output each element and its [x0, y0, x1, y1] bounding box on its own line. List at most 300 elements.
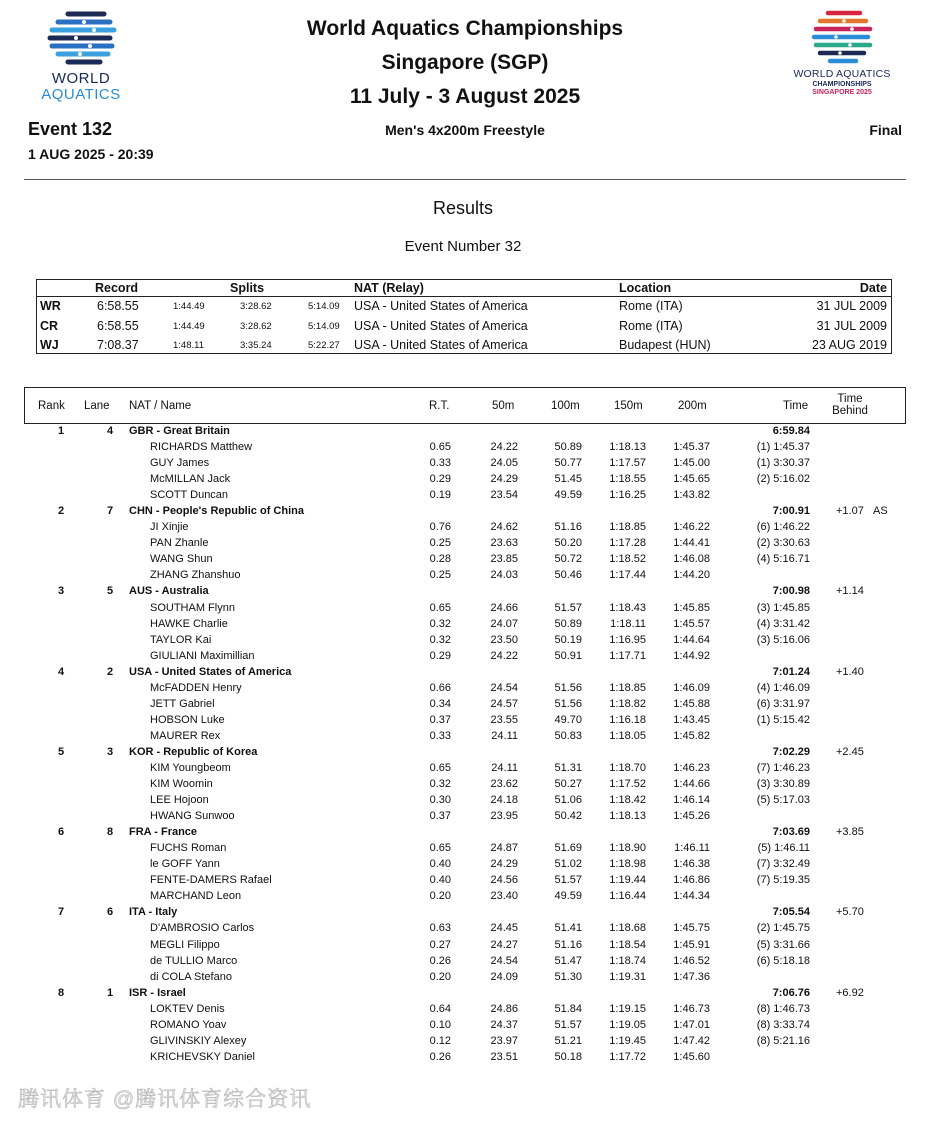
swimmer-150m: 1:17.52 [609, 778, 646, 791]
swimmer-cumulative: (8) 5:21.16 [756, 1034, 810, 1047]
team-note: AS [873, 505, 888, 518]
team-lane: 8 [107, 826, 114, 839]
col-rank: Rank [38, 400, 65, 412]
record-location: Rome (ITA) [619, 299, 683, 313]
team-lane: 3 [107, 745, 114, 758]
team-rank: 4 [58, 665, 65, 678]
swimmer-row [0, 1050, 926, 1066]
swimmer-150m: 1:18.43 [609, 601, 646, 614]
swimmer-150m: 1:17.44 [609, 569, 646, 582]
team-rank: 1 [58, 425, 65, 437]
event-number: Event Number 32 [404, 238, 522, 255]
event-datetime: 1 AUG 2025 - 20:39 [28, 146, 154, 162]
swimmer-row [0, 841, 926, 857]
swimmer-200m: 1:47.01 [673, 1018, 710, 1031]
swimmer-200m: 1:46.14 [673, 794, 710, 807]
team-time: 7:05.54 [772, 906, 810, 919]
swimmer-200m: 1:44.41 [673, 537, 710, 550]
swimmer-50m: 24.22 [490, 649, 518, 662]
team-behind: +3.85 [836, 826, 864, 839]
swimmer-name: MEGLI Filippo [150, 938, 220, 951]
swimmer-rt: 0.10 [429, 1018, 451, 1031]
swimmer-rt: 0.29 [429, 649, 451, 662]
title-line3: 11 July - 3 August 2025 [349, 85, 581, 108]
swimmer-50m: 24.45 [490, 922, 518, 935]
record-date: 31 JUL 2009 [816, 299, 887, 313]
swimmer-cumulative: (3) 3:30.89 [756, 778, 810, 791]
swimmer-150m: 1:18.82 [609, 697, 646, 710]
world-aquatics-logo [28, 8, 138, 104]
swimmer-100m: 51.57 [554, 1018, 582, 1031]
swimmer-200m: 1:43.45 [673, 713, 710, 726]
title-line2: Singapore (SGP) [381, 51, 549, 74]
swimmer-50m: 23.50 [490, 633, 518, 646]
swimmer-200m: 1:45.85 [673, 601, 710, 614]
swimmer-50m: 23.63 [490, 537, 518, 550]
swimmer-row [0, 681, 926, 697]
swimmer-row [0, 921, 926, 937]
swimmer-150m: 1:17.28 [609, 537, 646, 550]
swimmer-name: HWANG Sunwoo [150, 810, 235, 823]
records-header-date: Date [859, 281, 887, 295]
team-row [0, 745, 926, 761]
team-behind: +6.92 [836, 986, 864, 999]
swimmer-100m: 51.56 [554, 681, 582, 694]
swimmer-150m: 1:16.95 [609, 633, 646, 646]
swimmer-50m: 24.54 [490, 954, 518, 967]
swimmer-50m: 23.54 [490, 489, 518, 502]
swimmer-row [0, 536, 926, 552]
left-logo-line1: WORLD [51, 70, 111, 87]
swimmer-100m: 49.70 [554, 713, 582, 726]
team-rank: 3 [58, 585, 65, 598]
swimmer-150m: 1:19.45 [609, 1034, 646, 1047]
swimmer-rt: 0.66 [429, 681, 451, 694]
swimmer-rt: 0.65 [429, 761, 451, 774]
team-row [0, 424, 926, 440]
team-row [0, 905, 926, 921]
swimmer-100m: 51.69 [554, 842, 582, 855]
swimmer-150m: 1:18.11 [610, 617, 646, 630]
swimmer-200m: 1:45.82 [673, 729, 710, 742]
swimmer-100m: 51.31 [554, 761, 582, 774]
swimmer-200m: 1:43.82 [673, 489, 710, 502]
swimmer-100m: 51.21 [554, 1034, 582, 1047]
swimmer-row [0, 857, 926, 873]
swimmer-rt: 0.12 [429, 1034, 451, 1047]
swimmer-name: TAYLOR Kai [150, 633, 212, 646]
swimmer-50m: 23.85 [490, 553, 518, 566]
swimmer-100m: 49.59 [554, 489, 582, 502]
record-nat: USA - United States of America [354, 318, 528, 333]
swimmer-cumulative: (1) 1:45.37 [756, 441, 810, 454]
swimmer-50m: 24.87 [490, 842, 518, 855]
swimmer-100m: 50.77 [554, 457, 582, 470]
swimmer-50m: 23.51 [490, 1050, 518, 1063]
swimmer-200m: 1:45.57 [673, 617, 710, 630]
results-body [0, 424, 926, 1066]
col-lane: Lane [84, 400, 110, 412]
swimmer-name: di COLA Stefano [150, 970, 232, 983]
team-name: KOR - Republic of Korea [129, 745, 258, 758]
team-lane: 7 [107, 505, 114, 518]
swimmer-row [0, 761, 926, 777]
swimmer-row [0, 520, 926, 536]
swimmer-cumulative: (4) 5:16.71 [756, 553, 810, 566]
swimmer-row [0, 809, 926, 825]
team-time: 7:06.76 [772, 986, 810, 999]
swimmer-cumulative: (3) 1:45.85 [756, 601, 810, 614]
swimmer-100m: 50.89 [554, 617, 582, 630]
record-location: Budapest (HUN) [619, 338, 711, 352]
championship-title [250, 12, 680, 114]
swimmer-row [0, 472, 926, 488]
swimmer-row [0, 633, 926, 649]
team-rank: 7 [58, 906, 65, 919]
event-name: Men's 4x200m Freestyle [385, 122, 545, 138]
swimmer-rt: 0.76 [429, 521, 451, 534]
swimmer-rt: 0.26 [429, 954, 451, 967]
team-time: 7:01.24 [772, 665, 810, 678]
swimmer-row [0, 713, 926, 729]
swimmer-rt: 0.30 [429, 794, 451, 807]
team-rank: 6 [58, 826, 65, 839]
swimmer-50m: 24.09 [490, 970, 518, 983]
record-nat: USA - United States of America [354, 299, 528, 313]
swimmer-rt: 0.40 [429, 858, 451, 871]
swimmer-rt: 0.37 [429, 713, 451, 726]
swimmer-150m: 1:18.85 [609, 521, 646, 534]
swimmer-100m: 51.47 [554, 954, 582, 967]
right-logo-line3: SINGAPORE 2025 [812, 89, 872, 96]
record-code: CR [40, 318, 59, 333]
swimmer-cumulative: (8) 1:46.73 [756, 1002, 810, 1015]
swimmer-name: PAN Zhanle [150, 537, 209, 550]
swimmer-100m: 51.57 [554, 601, 582, 614]
swimmer-name: SOUTHAM Flynn [150, 601, 235, 614]
swimmer-150m: 1:17.72 [609, 1050, 646, 1063]
team-row [0, 584, 926, 600]
title-line1: World Aquatics Championships [306, 17, 624, 40]
swimmer-150m: 1:17.71 [609, 649, 646, 662]
record-date: 31 JUL 2009 [816, 318, 887, 333]
swimmer-cumulative: (6) 1:46.22 [756, 521, 810, 534]
swimmer-rt: 0.64 [429, 1002, 451, 1015]
records-header-record: Record [95, 281, 139, 295]
swimmer-50m: 23.97 [490, 1034, 518, 1047]
swimmer-rt: 0.40 [429, 874, 451, 887]
record-nat: USA - United States of America [354, 338, 528, 352]
swimmer-100m: 51.06 [554, 794, 582, 807]
header-divider [24, 179, 906, 180]
swimmer-50m: 24.11 [491, 729, 518, 742]
swimmer-100m: 51.30 [554, 970, 582, 983]
team-behind: +5.70 [836, 906, 864, 919]
team-rank: 2 [58, 505, 65, 518]
record-split-2: 3:35.24 [240, 340, 272, 351]
swimmer-rt: 0.25 [429, 537, 451, 550]
swimmer-name: FUCHS Roman [150, 842, 227, 855]
swimmer-100m: 50.46 [554, 569, 582, 582]
swimmer-row [0, 793, 926, 809]
team-name: FRA - France [129, 826, 198, 839]
swimmer-row [0, 873, 926, 889]
swimmer-rt: 0.33 [429, 729, 451, 742]
swimmer-150m: 1:18.13 [609, 810, 646, 823]
swimmer-name: KIM Youngbeom [150, 761, 231, 774]
swimmer-name: JETT Gabriel [150, 697, 215, 710]
record-time: 6:58.55 [97, 299, 139, 313]
swimmer-50m: 24.62 [490, 521, 518, 534]
swimmer-150m: 1:18.52 [609, 553, 646, 566]
team-name: GBR - Great Britain [129, 425, 230, 437]
team-behind: +1.40 [836, 665, 864, 678]
swimmer-name: LOKTEV Denis [150, 1002, 225, 1015]
swimmer-rt: 0.65 [429, 441, 451, 454]
swimmer-200m: 1:45.91 [673, 938, 710, 951]
record-split-2: 3:28.62 [240, 301, 272, 312]
swimmer-row [0, 617, 926, 633]
swimmer-150m: 1:18.98 [609, 858, 646, 871]
swimmer-100m: 51.16 [554, 938, 582, 951]
swimmer-name: GUY James [150, 457, 210, 470]
championships-logo [780, 8, 904, 104]
swimmer-rt: 0.32 [429, 617, 451, 630]
swimmer-row [0, 601, 926, 617]
team-behind: +2.45 [836, 745, 864, 758]
swimmer-cumulative: (7) 1:46.23 [756, 761, 810, 774]
swimmer-100m: 50.27 [554, 778, 582, 791]
swimmer-name: MAURER Rex [150, 729, 221, 742]
swimmer-200m: 1:46.73 [673, 1002, 710, 1015]
swimmer-row [0, 649, 926, 665]
swimmer-rt: 0.33 [429, 457, 451, 470]
swimmer-200m: 1:46.52 [673, 954, 710, 967]
swimmer-name: HOBSON Luke [150, 713, 225, 726]
swimmer-150m: 1:16.44 [609, 890, 646, 903]
records-header-splits: Splits [230, 281, 265, 295]
swimmer-50m: 24.11 [491, 761, 518, 774]
swimmer-name: WANG Shun [150, 553, 213, 566]
swimmer-row [0, 889, 926, 905]
swimmer-rt: 0.63 [429, 922, 451, 935]
col-time: Time [783, 400, 809, 412]
swimmer-100m: 50.89 [554, 441, 582, 454]
right-logo-line1: WORLD AQUATICS [793, 68, 891, 80]
swimmer-50m: 24.56 [490, 874, 518, 887]
swimmer-rt: 0.26 [429, 1050, 451, 1063]
swimmer-50m: 23.95 [490, 810, 518, 823]
col-name: NAT / Name [129, 400, 192, 412]
record-split-3: 5:14.09 [308, 301, 340, 312]
swimmer-50m: 24.27 [490, 938, 518, 951]
swimmer-cumulative: (2) 1:45.75 [756, 922, 810, 935]
record-code: WJ [40, 338, 59, 352]
swimmer-cumulative: (8) 3:33.74 [756, 1018, 810, 1031]
swimmer-200m: 1:45.88 [673, 697, 710, 710]
record-split-3: 5:22.27 [308, 340, 340, 351]
swimmer-name: SCOTT Duncan [150, 489, 229, 502]
swimmer-150m: 1:19.44 [609, 874, 646, 887]
swimmer-rt: 0.27 [429, 938, 451, 951]
swimmer-100m: 50.72 [554, 553, 582, 566]
world-aquatics-emblem-icon [28, 8, 138, 70]
swimmer-rt: 0.34 [429, 697, 451, 710]
swimmer-100m: 50.42 [554, 810, 582, 823]
swimmer-cumulative: (2) 3:30.63 [756, 537, 810, 550]
swimmer-rt: 0.37 [429, 810, 451, 823]
swimmer-cumulative: (7) 5:19.35 [756, 874, 810, 887]
swimmer-50m: 24.57 [490, 697, 518, 710]
team-time: 7:02.29 [772, 745, 810, 758]
team-lane: 6 [107, 906, 114, 919]
swimmer-row [0, 456, 926, 472]
swimmer-50m: 24.22 [490, 441, 518, 454]
swimmer-row [0, 488, 926, 504]
swimmer-50m: 24.86 [490, 1002, 518, 1015]
swimmer-50m: 24.66 [490, 601, 518, 614]
record-location: Rome (ITA) [619, 318, 683, 333]
team-lane: 1 [107, 986, 114, 999]
swimmer-100m: 51.41 [554, 922, 582, 935]
swimmer-rt: 0.29 [429, 473, 451, 486]
swimmer-200m: 1:46.11 [674, 842, 710, 855]
swimmer-50m: 24.05 [490, 457, 518, 470]
swimmer-rt: 0.20 [429, 970, 451, 983]
swimmer-row [0, 954, 926, 970]
swimmer-100m: 49.59 [554, 890, 582, 903]
swimmer-150m: 1:16.25 [609, 489, 646, 502]
swimmer-200m: 1:44.20 [673, 569, 710, 582]
col-rt: R.T. [429, 400, 450, 412]
right-logo-line2: CHAMPIONSHIPS [812, 81, 872, 88]
swimmer-100m: 50.19 [554, 633, 582, 646]
swimmer-row [0, 1018, 926, 1034]
swimmer-150m: 1:19.15 [609, 1002, 646, 1015]
swimmer-50m: 24.54 [490, 681, 518, 694]
swimmer-name: ZHANG Zhanshuo [150, 569, 241, 582]
swimmer-100m: 51.57 [554, 874, 582, 887]
swimmer-150m: 1:18.42 [609, 794, 646, 807]
record-split-3: 5:14.09 [308, 320, 340, 332]
swimmer-name: le GOFF Yann [150, 858, 220, 871]
swimmer-50m: 23.55 [490, 713, 518, 726]
swimmer-cumulative: (1) 5:15.42 [756, 713, 810, 726]
swimmer-name: FENTE-DAMERS Rafael [150, 874, 272, 887]
col-time-behind-line2: Behind [832, 405, 868, 417]
swimmer-200m: 1:45.65 [673, 473, 710, 486]
swimmer-name: JI Xinjie [150, 521, 189, 534]
team-lane: 4 [107, 425, 114, 437]
team-row [0, 825, 926, 841]
swimmer-row [0, 938, 926, 954]
team-time: 6:59.84 [772, 425, 810, 437]
swimmer-200m: 1:44.64 [673, 633, 710, 646]
col-time-behind [820, 393, 880, 417]
swimmer-100m: 51.84 [554, 1002, 582, 1015]
swimmer-200m: 1:44.34 [673, 890, 710, 903]
team-name: CHN - People's Republic of China [129, 505, 304, 518]
swimmer-rt: 0.28 [429, 553, 451, 566]
swimmer-rt: 0.65 [429, 842, 451, 855]
event-round: Final [869, 122, 902, 138]
swimmer-rt: 0.25 [429, 569, 451, 582]
swimmer-150m: 1:18.70 [609, 761, 646, 774]
swimmer-name: LEE Hojoon [150, 794, 209, 807]
swimmer-name: RICHARDS Matthew [150, 441, 253, 454]
record-split-1: 1:44.49 [173, 320, 205, 332]
records-header-location: Location [619, 281, 672, 295]
team-lane: 2 [107, 665, 114, 678]
results-title: Results [432, 198, 494, 218]
swimmer-100m: 50.18 [554, 1050, 582, 1063]
swimmer-cumulative: (2) 5:16.02 [756, 473, 810, 486]
col-150m: 150m [614, 400, 643, 412]
swimmer-150m: 1:18.55 [609, 473, 646, 486]
swimmer-200m: 1:46.23 [673, 761, 710, 774]
team-lane: 5 [107, 585, 114, 598]
swimmer-50m: 24.37 [490, 1018, 518, 1031]
swimmer-row [0, 552, 926, 568]
col-time-behind-line1: Time [837, 393, 863, 405]
team-name: ISR - Israel [129, 986, 186, 999]
col-200m: 200m [678, 400, 707, 412]
swimmer-100m: 51.02 [554, 858, 582, 871]
swimmer-cumulative: (6) 5:18.18 [756, 954, 810, 967]
swimmer-150m: 1:18.74 [609, 954, 646, 967]
swimmer-200m: 1:47.36 [673, 970, 710, 983]
watermark: 腾讯体育 @腾讯体育综合资讯 [18, 1088, 312, 1111]
swimmer-50m: 24.29 [490, 858, 518, 871]
swimmer-200m: 1:46.38 [673, 858, 710, 871]
swimmer-cumulative: (5) 5:17.03 [756, 794, 810, 807]
team-behind: +1.14 [836, 585, 864, 598]
swimmer-cumulative: (5) 3:31.66 [756, 938, 810, 951]
swimmer-200m: 1:47.42 [673, 1034, 710, 1047]
swimmer-200m: 1:46.22 [673, 521, 710, 534]
swimmer-100m: 50.91 [554, 649, 582, 662]
swimmer-name: McFADDEN Henry [150, 681, 242, 694]
swimmer-name: MARCHAND Leon [150, 890, 242, 903]
results-header [24, 387, 906, 424]
swimmer-200m: 1:46.09 [673, 681, 710, 694]
swimmer-150m: 1:16.18 [609, 713, 646, 726]
swimmer-200m: 1:46.86 [673, 874, 710, 887]
team-name: AUS - Australia [129, 585, 209, 598]
record-time: 6:58.55 [97, 318, 139, 333]
swimmer-name: KRICHEVSKY Daniel [150, 1050, 255, 1063]
swimmer-200m: 1:45.37 [673, 441, 710, 454]
col-100m: 100m [551, 400, 580, 412]
swimmer-200m: 1:44.92 [673, 649, 710, 662]
swimmer-150m: 1:19.05 [609, 1018, 646, 1031]
swimmer-cumulative: (7) 3:32.49 [756, 858, 810, 871]
team-name: ITA - Italy [129, 906, 178, 919]
team-time: 7:00.98 [772, 585, 810, 598]
record-date: 23 AUG 2019 [811, 338, 887, 352]
swimmer-row [0, 568, 926, 584]
swimmer-rt: 0.32 [429, 778, 451, 791]
team-time: 7:00.91 [772, 505, 810, 518]
swimmer-row [0, 1002, 926, 1018]
swimmer-name: KIM Woomin [150, 778, 213, 791]
swimmer-row [0, 777, 926, 793]
swimmer-row [0, 729, 926, 745]
swimmer-name: D'AMBROSIO Carlos [150, 922, 255, 935]
swimmer-150m: 1:18.13 [609, 441, 646, 454]
swimmer-cumulative: (5) 1:46.11 [757, 842, 810, 855]
swimmer-150m: 1:18.85 [609, 681, 646, 694]
